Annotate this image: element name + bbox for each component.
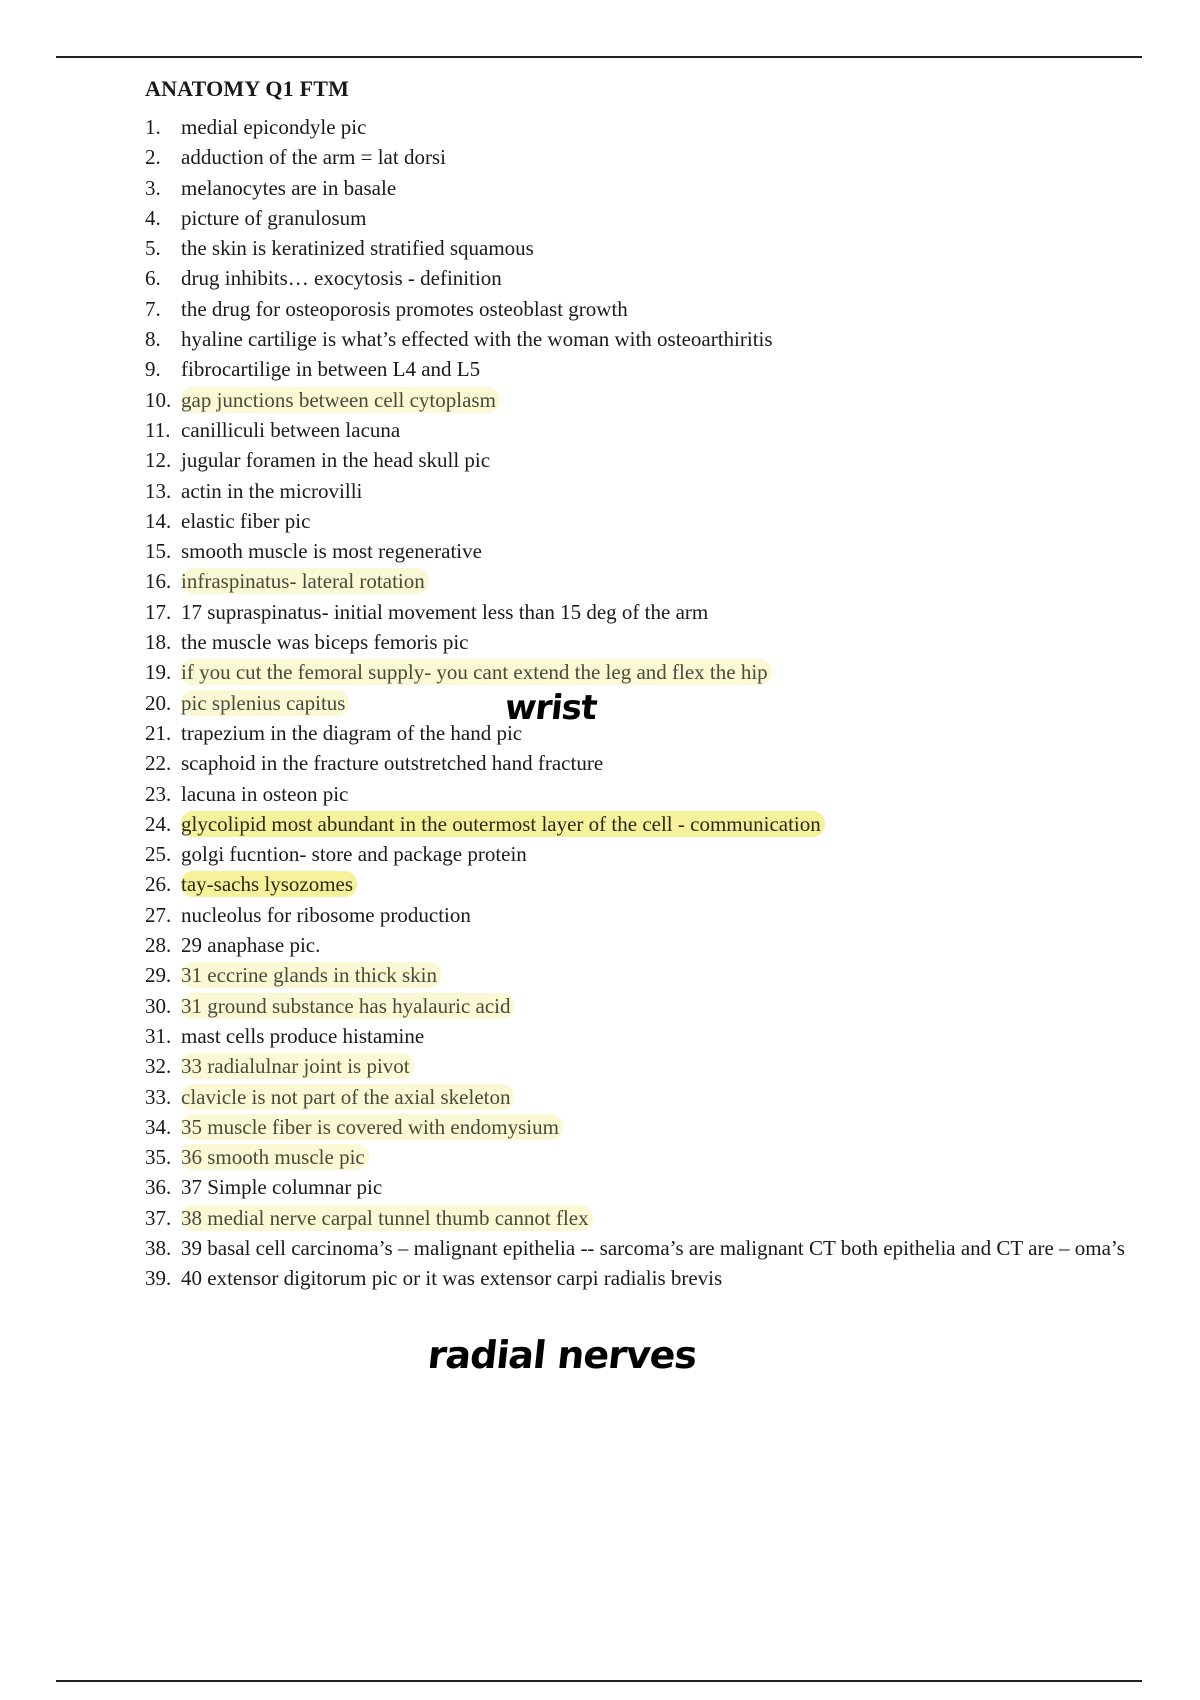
top-rule	[56, 56, 1142, 58]
list-item	[145, 142, 1195, 172]
list-item-number: 21.	[145, 720, 172, 745]
list-item-text: 38 medial nerve carpal tunnel thumb cannot flex	[181, 1205, 593, 1231]
list-item-number: 14.	[145, 508, 172, 533]
list-item-number: 34.	[145, 1114, 172, 1139]
list-item-text: mast cells produce histamine	[181, 1023, 425, 1048]
list-item-text: medial epicondyle pic	[181, 115, 367, 139]
list-item	[145, 263, 1195, 293]
list-item	[145, 1263, 1195, 1293]
list-item	[145, 1233, 1191, 1263]
list-item-text: clavicle is not part of the axial skeleton	[181, 1084, 514, 1110]
list-item-number: 29.	[145, 963, 172, 988]
list-item-number: 9.	[145, 357, 161, 382]
handwritten-note-radial-nerves: radial nerves	[425, 1333, 699, 1377]
list-item-text: actin in the microvilli	[181, 478, 363, 503]
list-item-text: canilliculi between lacuna	[181, 417, 401, 442]
list-item	[145, 597, 1195, 627]
list-item-text: melanocytes are in basale	[181, 175, 397, 200]
list-item-number: 17.	[145, 599, 172, 624]
list-item	[145, 839, 1195, 869]
list-item-number: 16.	[145, 569, 172, 594]
list-item	[145, 1021, 1195, 1051]
list-item-text: 39 basal cell carcinoma’s – malignant epithelia -- sarcoma’s are malignant CT both epithelia and CT are – oma’s	[181, 1235, 1125, 1260]
list-item-text: elastic fiber pic	[181, 508, 311, 533]
list-item-text: picture of granulosum	[181, 205, 367, 230]
list-item	[145, 688, 1195, 718]
list-item	[145, 112, 1195, 142]
list-item	[145, 657, 1195, 687]
list-item-number: 30.	[145, 993, 172, 1018]
list-item	[145, 1082, 1195, 1112]
list-item-number: 12.	[145, 448, 172, 473]
list-item-text: lacuna in osteon pic	[181, 781, 349, 806]
document-title: ANATOMY Q1 FTM	[145, 76, 350, 101]
list-item-text: the muscle was biceps femoris pic	[181, 630, 469, 655]
list-item-number: 23.	[145, 781, 172, 806]
list-item-number: 20.	[145, 690, 172, 715]
list-item-number: 11.	[145, 417, 171, 442]
list-item	[145, 203, 1195, 233]
list-item-number: 35.	[145, 1145, 172, 1170]
list-item-text: 17 supraspinatus- initial movement less than 15 deg of the arm	[181, 599, 709, 624]
list-item-number: 25.	[145, 842, 172, 867]
list-item-number: 36.	[145, 1175, 172, 1200]
list-item-text: gap junctions between cell cytoplasm	[181, 387, 500, 413]
list-item-number: 15.	[145, 539, 172, 564]
list-item-number: 33.	[145, 1084, 172, 1109]
list-item-number: 38.	[145, 1235, 172, 1260]
bottom-rule	[56, 1680, 1142, 1682]
list-item-number: 37.	[145, 1205, 172, 1230]
list-item	[145, 354, 1195, 384]
list-item	[145, 779, 1195, 809]
list-item-number: 18.	[145, 630, 172, 655]
list-item	[145, 809, 1195, 839]
list-item-text: if you cut the femoral supply- you cant extend the leg and flex the hip	[181, 659, 772, 685]
list-item	[145, 445, 1195, 475]
list-item	[145, 385, 1195, 415]
list-item-number: 26.	[145, 872, 172, 897]
list-item-number: 24.	[145, 811, 172, 836]
list-item-number: 7.	[145, 296, 161, 321]
list-item	[145, 324, 1195, 354]
list-item	[145, 1051, 1195, 1081]
list-item-text: 31 eccrine glands in thick skin	[181, 962, 441, 988]
list-item	[145, 294, 1195, 324]
list-item-number: 32.	[145, 1054, 172, 1079]
list-item-text: drug inhibits… exocytosis - definition	[181, 266, 502, 291]
list-item	[145, 536, 1195, 566]
list-item-number: 22.	[145, 751, 172, 776]
list-item	[145, 233, 1195, 263]
list-item-text: 40 extensor digitorum pic or it was extensor carpi radialis brevis	[181, 1266, 723, 1291]
list-item-text: pic splenius capitus	[181, 690, 349, 716]
list-item-number: 4.	[145, 205, 161, 230]
list-item-text: 35 muscle fiber is covered with endomysium	[181, 1114, 563, 1140]
list-item	[145, 1203, 1195, 1233]
list-item-number: 5.	[145, 236, 161, 261]
list-item-number: 2.	[145, 145, 161, 170]
list-item-text: 29 anaphase pic.	[181, 933, 321, 958]
list-item-text: adduction of the arm = lat dorsi	[181, 145, 446, 170]
handwritten-note-wrist: wrist	[502, 688, 599, 728]
list-item	[145, 627, 1195, 657]
list-item-text: golgi fucntion- store and package protein	[181, 842, 527, 867]
list-item-number: 39.	[145, 1266, 172, 1291]
list-item-text: hyaline cartilige is what’s effected with the woman with osteoarthiritis	[181, 327, 773, 352]
list-item-number: 28.	[145, 933, 172, 958]
list-item-number: 27.	[145, 902, 172, 927]
list-item-number: 6.	[145, 266, 161, 291]
list-item	[145, 1172, 1195, 1202]
list-item	[145, 900, 1195, 930]
list-item-text: nucleolus for ribosome production	[181, 902, 471, 927]
list-item-text: glycolipid most abundant in the outermost layer of the cell - communication	[181, 811, 825, 837]
list-item	[145, 991, 1195, 1021]
list-item-text: jugular foramen in the head skull pic	[181, 448, 491, 473]
list-item	[145, 960, 1195, 990]
list-item-text: the drug for osteoporosis promotes osteoblast growth	[181, 296, 628, 321]
list-item	[145, 1112, 1195, 1142]
list-item-number: 8.	[145, 327, 161, 352]
list-item-text: trapezium in the diagram of the hand pic	[181, 720, 523, 745]
list-item-number: 3.	[145, 175, 161, 200]
list-item	[145, 173, 1195, 203]
list-item	[145, 506, 1195, 536]
list-item-text: 33 radialulnar joint is pivot	[181, 1053, 414, 1079]
list-item-text: 36 smooth muscle pic	[181, 1144, 369, 1170]
list-item-text: fibrocartilige in between L4 and L5	[181, 357, 481, 382]
list-item-text: 37 Simple columnar pic	[181, 1175, 383, 1200]
list-item-number: 31.	[145, 1023, 172, 1048]
list-item	[145, 415, 1195, 445]
list-item-text: tay-sachs lysozomes	[181, 871, 357, 897]
question-list	[145, 112, 1195, 1294]
list-item-text: infraspinatus- lateral rotation	[181, 568, 429, 594]
list-item-text: 31 ground substance has hyalauric acid	[181, 993, 514, 1019]
list-item	[145, 476, 1195, 506]
list-item	[145, 748, 1195, 778]
list-item	[145, 566, 1195, 596]
list-item	[145, 1142, 1195, 1172]
list-item-number: 13.	[145, 478, 172, 503]
list-item-text: scaphoid in the fracture outstretched hand fracture	[181, 751, 604, 776]
list-item-number: 19.	[145, 660, 172, 685]
list-item	[145, 930, 1195, 960]
list-item-number: 10.	[145, 387, 172, 412]
list-item	[145, 869, 1195, 899]
list-item	[145, 718, 1195, 748]
list-item-text: the skin is keratinized stratified squamous	[181, 236, 534, 261]
document-body	[145, 76, 1195, 1294]
list-item-text: smooth muscle is most regenerative	[181, 539, 482, 564]
list-item-number: 1.	[145, 115, 161, 139]
